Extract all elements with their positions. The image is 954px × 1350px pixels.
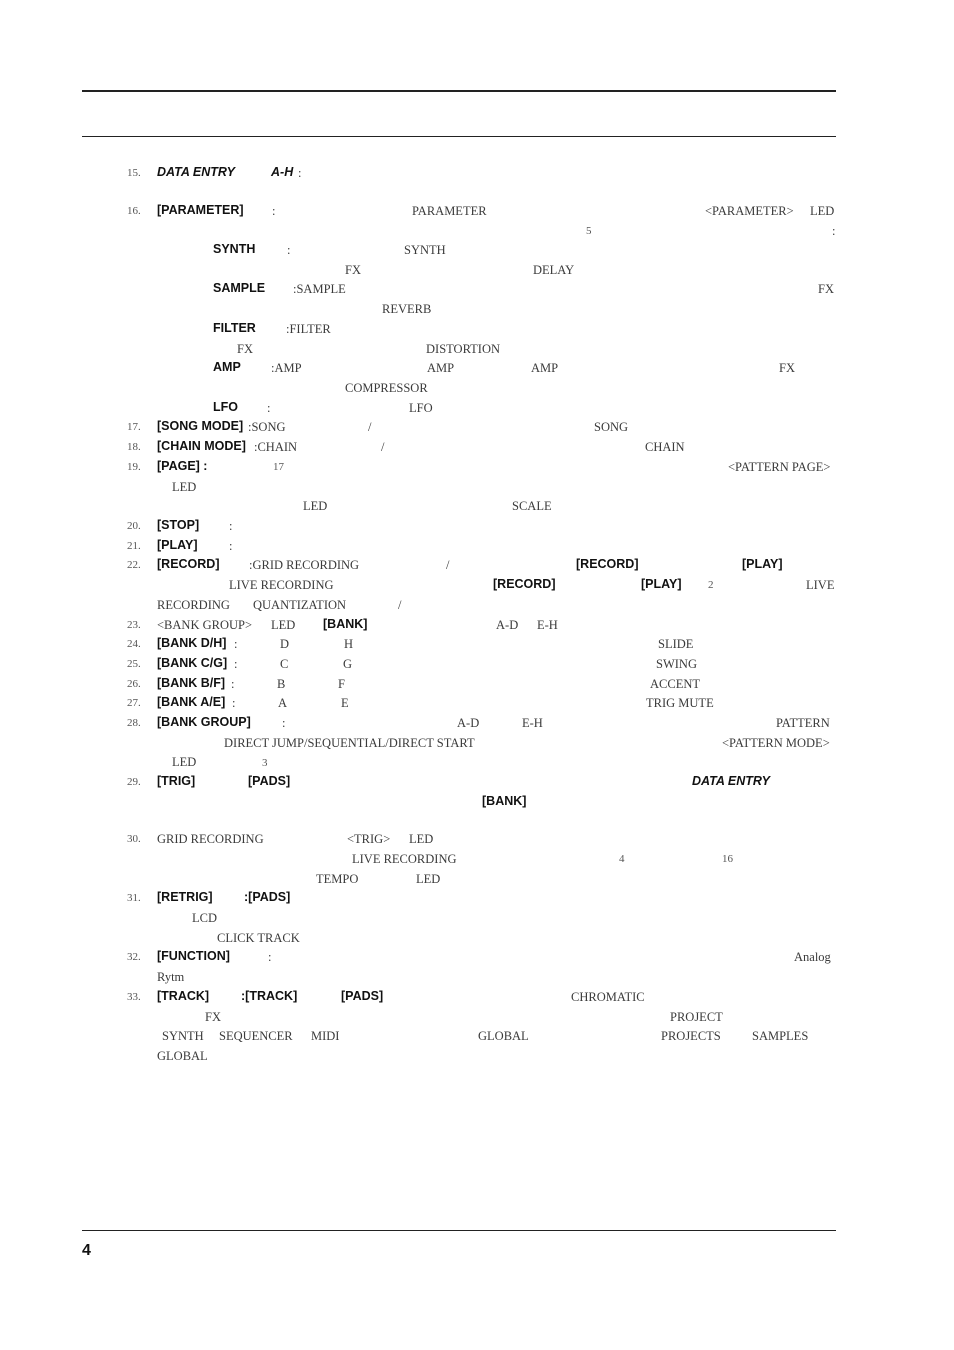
text-fragment: SCALE bbox=[512, 499, 552, 513]
item-number: 17. bbox=[127, 421, 141, 433]
text-fragment: <PATTERN PAGE> bbox=[728, 460, 831, 474]
item-number: 18. bbox=[127, 441, 141, 453]
key-label: [BANK C/G] bbox=[157, 656, 228, 670]
text-fragment: GLOBAL bbox=[157, 1049, 208, 1063]
item-number: 19. bbox=[127, 461, 141, 473]
key-label: [TRIG] bbox=[157, 774, 196, 788]
text-fragment: : bbox=[272, 204, 276, 218]
item-number: 20. bbox=[127, 520, 141, 532]
key-label: [BANK] bbox=[482, 794, 527, 808]
text-fragment: SWING bbox=[656, 657, 697, 671]
key-label: [RECORD] bbox=[157, 557, 220, 571]
text-fragment: FX bbox=[779, 361, 795, 375]
text-fragment: : bbox=[282, 716, 286, 730]
key-label: [PLAY] bbox=[742, 557, 783, 571]
key-label: DATA ENTRY bbox=[692, 774, 771, 788]
text-fragment: : bbox=[267, 401, 271, 415]
item-number: 27. bbox=[127, 697, 141, 709]
item-number: 30. bbox=[127, 833, 141, 845]
text-fragment: D bbox=[280, 637, 290, 651]
key-label: [RECORD] bbox=[493, 577, 556, 591]
text-fragment: DELAY bbox=[533, 263, 575, 277]
text-fragment: GRID RECORDING bbox=[157, 832, 264, 846]
key-label: LFO bbox=[213, 400, 238, 414]
key-label: [BANK D/H] bbox=[157, 636, 227, 650]
key-label: [RECORD] bbox=[576, 557, 639, 571]
key-label: [PADS] bbox=[248, 774, 291, 788]
text-fragment: PARAMETER bbox=[412, 204, 487, 218]
text-fragment: G bbox=[343, 657, 353, 671]
text-fragment: :SAMPLE bbox=[293, 282, 346, 296]
text-fragment: SEQUENCER bbox=[219, 1029, 293, 1043]
text-fragment: SYNTH bbox=[162, 1029, 204, 1043]
key-label: [PLAY] bbox=[157, 538, 198, 552]
text-fragment: LCD bbox=[192, 911, 217, 925]
text-fragment: <PARAMETER> bbox=[705, 204, 794, 218]
text-fragment: AMP bbox=[531, 361, 559, 375]
key-label: [SONG MODE] bbox=[157, 419, 244, 433]
footer-rule bbox=[82, 1230, 836, 1231]
item-number: 21. bbox=[127, 540, 141, 552]
text-fragment: SAMPLES bbox=[752, 1029, 809, 1043]
key-label: :[TRACK] bbox=[241, 989, 298, 1003]
text-fragment: : bbox=[229, 519, 233, 533]
text-fragment: :SONG bbox=[248, 420, 286, 434]
text-fragment: REVERB bbox=[382, 302, 432, 316]
text-fragment: :AMP bbox=[271, 361, 302, 375]
text-fragment: DISTORTION bbox=[426, 342, 501, 356]
text-fragment: :FILTER bbox=[286, 322, 331, 336]
item-number: 17 bbox=[273, 461, 284, 473]
text-fragment: <BANK GROUP> bbox=[157, 618, 253, 632]
text-fragment: E-H bbox=[522, 716, 543, 730]
key-label: [BANK] bbox=[323, 617, 368, 631]
text-fragment: TRIG MUTE bbox=[646, 696, 714, 710]
text-fragment: : bbox=[268, 950, 272, 964]
item-number: 23. bbox=[127, 619, 141, 631]
text-fragment: PROJECTS bbox=[661, 1029, 721, 1043]
text-fragment: FX bbox=[818, 282, 834, 296]
key-label: A-H bbox=[271, 165, 294, 179]
item-number: 25. bbox=[127, 658, 141, 670]
text-fragment: Rytm bbox=[157, 970, 185, 984]
text-fragment: GLOBAL bbox=[478, 1029, 529, 1043]
text-fragment: DIRECT JUMP/SEQUENTIAL/DIRECT START bbox=[224, 736, 475, 750]
item-number: 16 bbox=[722, 853, 733, 865]
text-fragment: : bbox=[298, 166, 302, 180]
item-number: 26. bbox=[127, 678, 141, 690]
text-fragment: : bbox=[231, 677, 235, 691]
key-label: [PAGE] : bbox=[157, 459, 208, 473]
text-fragment: ACCENT bbox=[650, 677, 700, 691]
item-number: 15. bbox=[127, 167, 141, 179]
text-fragment: SLIDE bbox=[658, 637, 694, 651]
key-label: [TRACK] bbox=[157, 989, 210, 1003]
text-fragment: LIVE RECORDING bbox=[352, 852, 457, 866]
text-fragment: COMPRESSOR bbox=[345, 381, 428, 395]
text-fragment: :CHAIN bbox=[254, 440, 298, 454]
item-number: 31. bbox=[127, 892, 141, 904]
text-fragment: SONG bbox=[594, 420, 629, 434]
text-fragment: FX bbox=[237, 342, 253, 356]
key-label: FILTER bbox=[213, 321, 256, 335]
text-fragment: C bbox=[280, 657, 289, 671]
key-label: SAMPLE bbox=[213, 281, 266, 295]
text-fragment: PATTERN bbox=[776, 716, 830, 730]
item-number: 29. bbox=[127, 776, 141, 788]
text-fragment: : bbox=[832, 224, 836, 238]
text-fragment: LIVE bbox=[806, 578, 835, 592]
text-fragment: : bbox=[232, 696, 236, 710]
text-fragment: H bbox=[344, 637, 354, 651]
key-label: [PLAY] bbox=[641, 577, 682, 591]
item-number: 2 bbox=[708, 579, 714, 591]
item-number: 22. bbox=[127, 559, 141, 571]
text-fragment: LED bbox=[303, 499, 328, 513]
text-fragment: FX bbox=[345, 263, 361, 277]
key-label: [CHAIN MODE] bbox=[157, 439, 246, 453]
header-rule-top bbox=[82, 90, 836, 92]
text-fragment: AMP bbox=[427, 361, 455, 375]
header-rule-bottom bbox=[82, 136, 836, 137]
key-label: SYNTH bbox=[213, 242, 256, 256]
item-number: 33. bbox=[127, 991, 141, 1003]
key-label: [STOP] bbox=[157, 518, 200, 532]
item-number: 28. bbox=[127, 717, 141, 729]
text-fragment: CHROMATIC bbox=[571, 990, 645, 1004]
text-fragment: / bbox=[381, 440, 385, 454]
text-fragment: SYNTH bbox=[404, 243, 446, 257]
text-fragment: LED bbox=[172, 755, 197, 769]
text-fragment: A-D bbox=[496, 618, 519, 632]
text-fragment: E-H bbox=[537, 618, 558, 632]
text-fragment: / bbox=[368, 420, 372, 434]
text-fragment: LED bbox=[172, 480, 197, 494]
text-fragment: : bbox=[234, 637, 238, 651]
key-label: DATA ENTRY bbox=[157, 165, 236, 179]
key-label: [BANK GROUP] bbox=[157, 715, 251, 729]
text-fragment: A-D bbox=[457, 716, 480, 730]
text-fragment: LED bbox=[409, 832, 434, 846]
text-fragment: LED bbox=[810, 204, 835, 218]
text-fragment: LIVE RECORDING bbox=[229, 578, 334, 592]
text-fragment: QUANTIZATION bbox=[253, 598, 347, 612]
text-fragment: : bbox=[229, 539, 233, 553]
key-label: [FUNCTION] bbox=[157, 949, 230, 963]
text-fragment: :GRID RECORDING bbox=[249, 558, 360, 572]
text-fragment: CLICK TRACK bbox=[217, 931, 300, 945]
text-fragment: LED bbox=[416, 872, 441, 886]
text-fragment: A bbox=[278, 696, 288, 710]
text-fragment: E bbox=[341, 696, 349, 710]
text-fragment: MIDI bbox=[311, 1029, 340, 1043]
text-fragment: / bbox=[398, 598, 402, 612]
text-fragment: LFO bbox=[409, 401, 433, 415]
text-fragment: / bbox=[446, 558, 450, 572]
text-fragment: LED bbox=[271, 618, 296, 632]
key-label: [RETRIG] bbox=[157, 890, 213, 904]
item-number: 24. bbox=[127, 638, 141, 650]
key-label: :[PADS] bbox=[244, 890, 291, 904]
item-number: 3 bbox=[262, 757, 268, 769]
key-label: [BANK A/E] bbox=[157, 695, 226, 709]
key-label: [BANK B/F] bbox=[157, 676, 226, 690]
text-fragment: CHAIN bbox=[645, 440, 685, 454]
text-fragment: F bbox=[338, 677, 345, 691]
key-label: [PARAMETER] bbox=[157, 203, 244, 217]
item-number: 16. bbox=[127, 205, 141, 217]
text-fragment: FX bbox=[205, 1010, 221, 1024]
text-fragment: RECORDING bbox=[157, 598, 230, 612]
key-label: [PADS] bbox=[341, 989, 384, 1003]
text-fragment: : bbox=[287, 243, 291, 257]
text-fragment: TEMPO bbox=[316, 872, 359, 886]
text-fragment: Analog bbox=[794, 950, 831, 964]
text-fragment: <PATTERN MODE> bbox=[722, 736, 830, 750]
key-label: AMP bbox=[213, 360, 241, 374]
item-number: 32. bbox=[127, 951, 141, 963]
text-fragment: B bbox=[277, 677, 286, 691]
text-fragment: <TRIG> bbox=[347, 832, 391, 846]
text-fragment: PROJECT bbox=[670, 1010, 723, 1024]
page-number: 4 bbox=[82, 1242, 91, 1259]
text-fragment: : bbox=[234, 657, 238, 671]
item-number: 5 bbox=[586, 225, 592, 237]
item-number: 4 bbox=[619, 853, 625, 865]
